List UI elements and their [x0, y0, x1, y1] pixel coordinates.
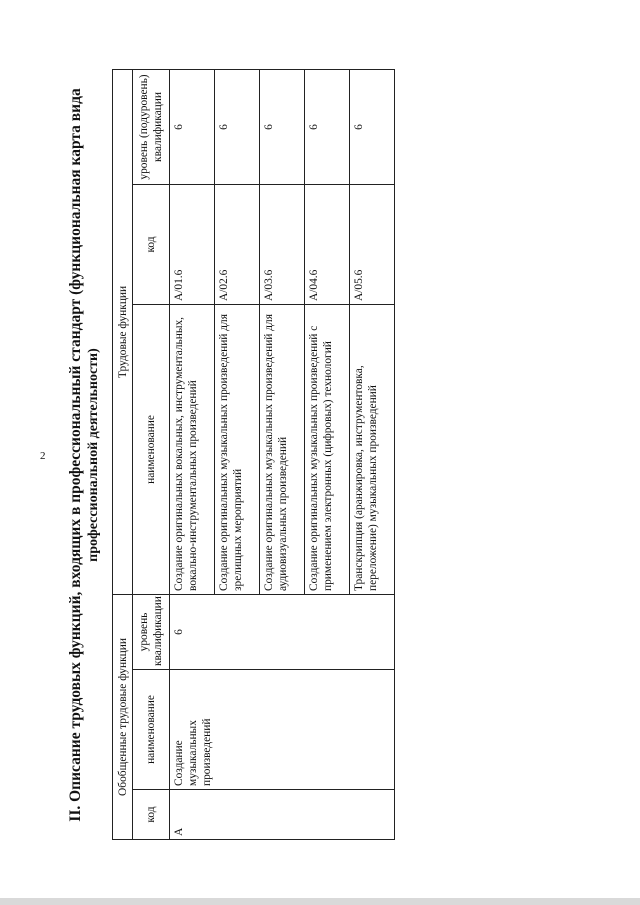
heading-line-2: профессиональной деятельности)	[86, 348, 101, 562]
functional-map-table	[112, 69, 395, 840]
function-name-cell: Транскрипция (аранжировка, инструментовка, переложение) музыкальных произведений	[350, 304, 395, 594]
function-code-cell: A/05.6	[350, 184, 395, 304]
header-gen-name: наименование	[133, 670, 170, 790]
function-level-cell: 6	[215, 69, 260, 184]
labor-functions-group: Трудовые функции	[113, 69, 133, 594]
column-header-row	[133, 69, 170, 839]
header-tf-code: код	[133, 184, 170, 304]
header-tf-name: наименование	[133, 304, 170, 594]
group-header-row	[113, 69, 133, 839]
generalized-level-cell: 6	[170, 594, 395, 669]
header-gen-code: код	[133, 790, 170, 840]
section-heading	[66, 65, 103, 845]
generalized-name-cell: Создание музыкальных произведений	[170, 670, 395, 790]
function-code-cell: A/04.6	[305, 184, 350, 304]
rotated-page	[60, 65, 640, 845]
function-code-cell: A/01.6	[170, 184, 215, 304]
function-level-cell: 6	[305, 69, 350, 184]
function-code-cell: A/02.6	[215, 184, 260, 304]
function-name-cell: Создание оригинальных музыкальных произведений с применением электронных (цифровых) технологий	[305, 304, 350, 594]
scan-edge	[0, 898, 640, 905]
heading-line-1: II. Описание трудовых функций, входящих в профессиональный стандарт (функциональная карта вида	[67, 88, 84, 822]
header-tf-level: уровень (подуровень) квалификации	[133, 69, 170, 184]
header-gen-level: уровень квалификации	[133, 594, 170, 669]
function-name-cell: Создание оригинальных вокальных, инструментальных, вокально-инструментальных произведений	[170, 304, 215, 594]
function-name-cell: Создание оригинальных музыкальных произведений для аудиовизуальных произведений	[260, 304, 305, 594]
function-code-cell: A/03.6	[260, 184, 305, 304]
generalized-functions-group: Обобщенные трудовые функции	[113, 594, 133, 839]
generalized-code-cell: A	[170, 790, 395, 840]
function-level-cell: 6	[260, 69, 305, 184]
function-level-cell: 6	[170, 69, 215, 184]
function-name-cell: Создание оригинальных музыкальных произведений для зрелищных мероприятий	[215, 304, 260, 594]
function-level-cell: 6	[350, 69, 395, 184]
page-number: 2	[40, 450, 46, 462]
table-row	[170, 69, 215, 839]
